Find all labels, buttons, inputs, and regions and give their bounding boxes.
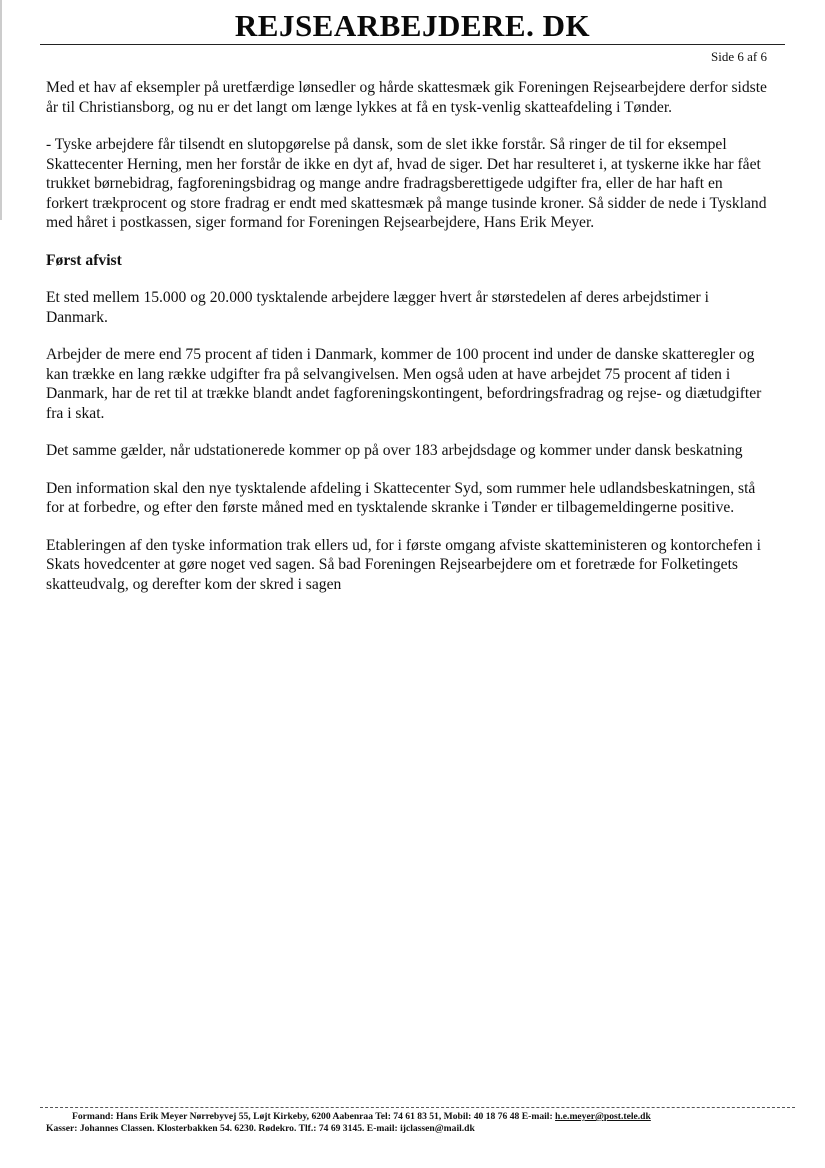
article-paragraph: Et sted mellem 15.000 og 20.000 tysktalende arbejdere lægger hvert år størstedelen af deres arbejdstimer i Danmark.: [46, 289, 709, 326]
formand-email-link[interactable]: h.e.meyer@post.tele.dk: [555, 1111, 651, 1122]
article-body: [46, 78, 767, 612]
article-paragraph: Med et hav af eksempler på uretfærdige lønsedler og hårde skattesmæk gik Foreningen Rejsearbejdere derfor sidste år til Christiansborg, og nu er det langt om længe lykkes at få en tysk-venlig skatteafdeling i Tønder.: [46, 79, 767, 116]
footer-divider: [40, 1107, 795, 1108]
article-paragraph: Den information skal den nye tysktalende afdeling i Skattecenter Syd, som rummer hele udlandsbeskatningen, stå for at forbedre, og efter den første måned med en tysktalende skranke i Tønder er tilbagemeldingerne positive.: [46, 479, 756, 516]
article-paragraph: Det samme gælder, når udstationerede kommer op på over 183 arbejdsdage og kommer under dansk beskatning: [46, 442, 743, 459]
page-title: REJSEARBEJDERE. DK: [234, 8, 591, 43]
article-paragraph: Arbejder de mere end 75 procent af tiden i Danmark, kommer de 100 procent ind under de danske skatteregler og kan trække en lang række udgifter fra på selvangivelsen. Men også uden at have arbejdet 75 procent af tiden i Danmark, har de ret til at trække blandt andet fagforeningskontingent, befordringsfradrag og rejse- og diætudgifter fra i skat.: [46, 346, 762, 422]
header-divider: [40, 44, 785, 45]
footer-kasser-line: Kasser: Johannes Classen. Klosterbakken 54. 6230. Rødekro. Tlf.: 74 69 3145. E-mail: ijclassen@mail.dk: [46, 1123, 475, 1134]
footer-formand-line: [46, 1111, 785, 1123]
footer: [46, 1111, 785, 1135]
footer-formand-text: Formand: Hans Erik Meyer Nørrebyvej 55, Løjt Kirkeby, 6200 Aabenraa Tel: 74 61 83 51, Mobil: 40 18 76 48 E-mail:: [72, 1111, 556, 1122]
article-paragraph: - Tyske arbejdere får tilsendt en slutopgørelse på dansk, som de slet ikke forstår. Så ringer de til for eksempel Skattecenter Herning, men her forstår de ikke en dyt af, hvad de siger. Det har resulteret i, at tyskerne ikke har fået trukket børnebidrag, fagforeningsbidrag og mange andre fradragsberettigede udgifter fra, eller de har haft en forkert trækprocent og store fradrag er endt med skattesmæk på mange tusinde kroner. Så sidder de nede i Tyskland med håret i postkassen, siger formand for Foreningen Rejsearbejdere, Hans Erik Meyer.: [46, 136, 767, 231]
article-paragraph: Etableringen af den tyske information trak ellers ud, for i første omgang afviste skatteministeren og kontorchefen i Skats hovedcenter at gøre noget ved sagen. Så bad Foreningen Rejsearbejdere om et foretræde for Folketingets skatteudvalg, og derefter kom der skred i sagen: [46, 536, 761, 593]
article-subheading: Først afvist: [46, 251, 122, 269]
page-number: Side 6 af 6: [711, 49, 767, 64]
